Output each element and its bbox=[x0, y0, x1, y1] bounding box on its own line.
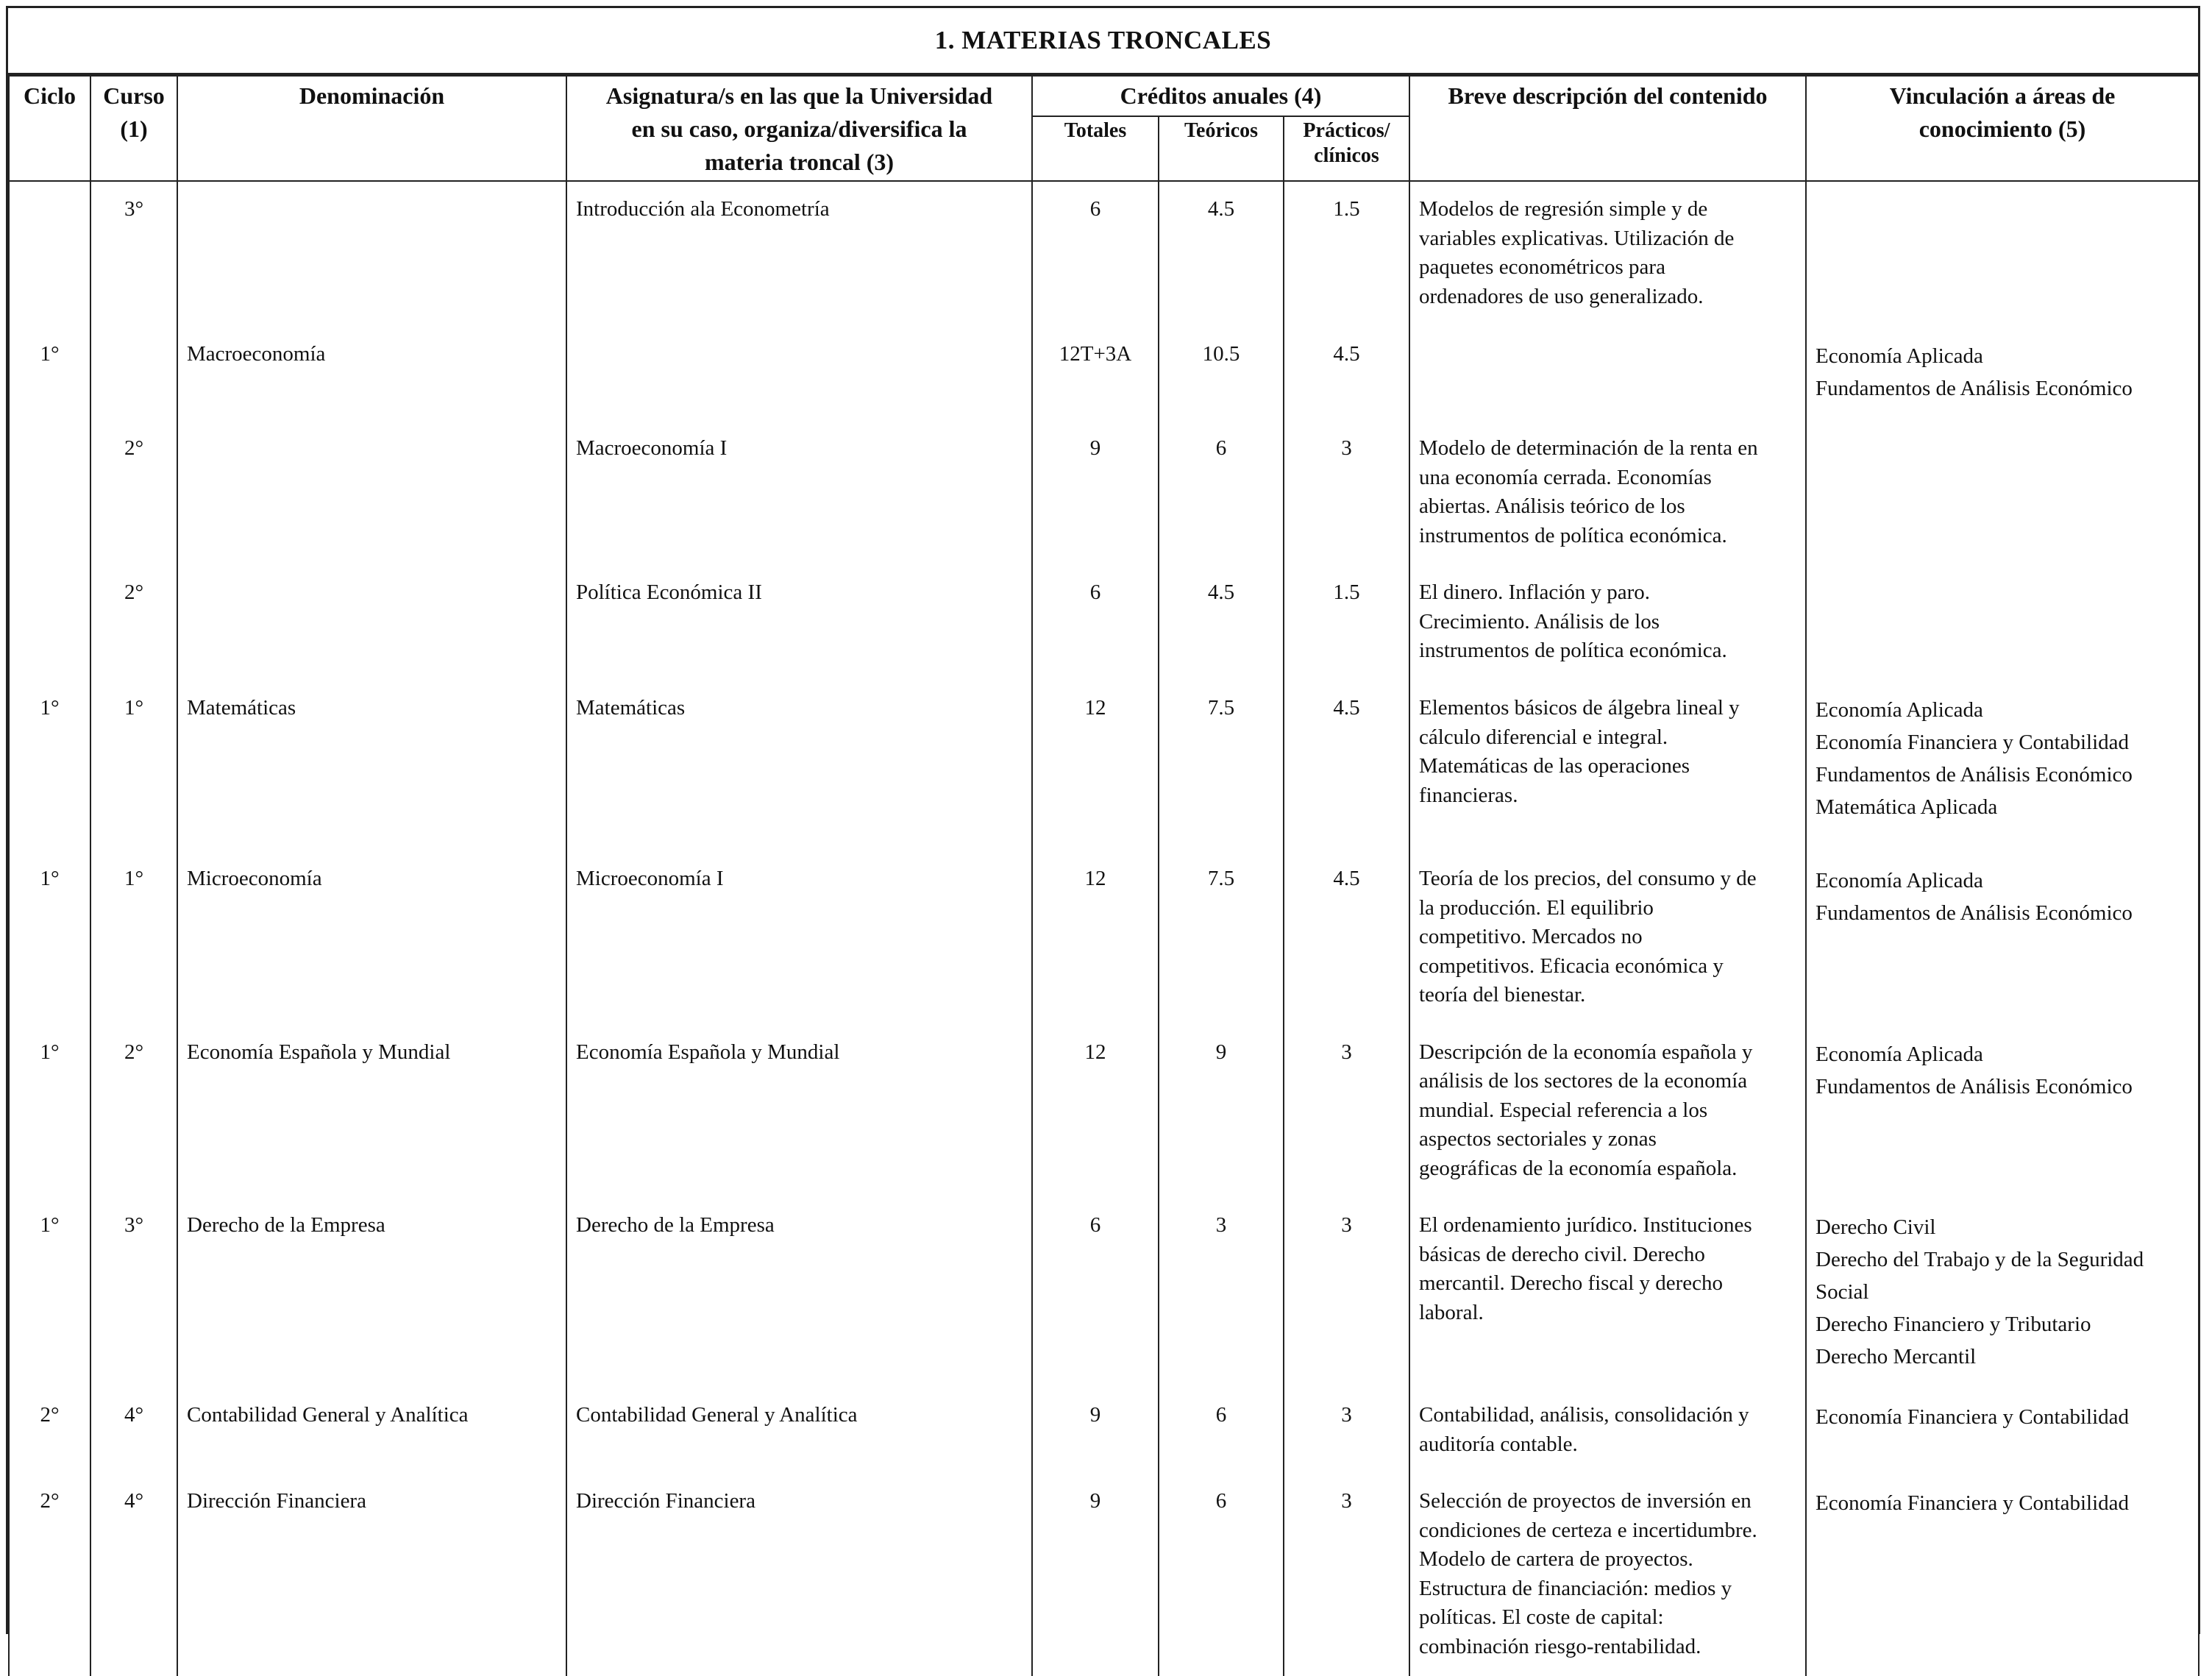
cell-descripcion bbox=[1409, 1388, 1806, 1474]
cell-ciclo bbox=[9, 421, 90, 565]
cell-areas-line: Fundamentos de Análisis Económico bbox=[1816, 763, 2133, 786]
cell-denominacion bbox=[177, 565, 566, 681]
cell-teoricos: 7.5 bbox=[1159, 681, 1284, 851]
table-body bbox=[9, 181, 2199, 1676]
cell-curso: 1° bbox=[90, 681, 177, 851]
cell-descripcion-line: aspectos sectoriales y zonas bbox=[1419, 1127, 1657, 1151]
cell-ciclo: 1° bbox=[9, 327, 90, 421]
cell-curso: 3° bbox=[90, 181, 177, 327]
cell-practicos: 1.5 bbox=[1284, 181, 1409, 327]
cell-practicos: 3 bbox=[1284, 1474, 1409, 1676]
cell-descripcion-line: Modelo de cartera de proyectos. bbox=[1419, 1547, 1693, 1571]
cell-descripcion-line: abiertas. Análisis teórico de los bbox=[1419, 494, 1685, 518]
cell-descripcion-line: combinación riesgo-rentabilidad. bbox=[1419, 1634, 1701, 1658]
cell-ciclo bbox=[9, 565, 90, 681]
cell-descripcion-line: una economía cerrada. Economías bbox=[1419, 465, 1712, 489]
cell-asignatura: Economía Española y Mundial bbox=[566, 1025, 1032, 1199]
cell-areas bbox=[1806, 565, 2199, 681]
cell-teoricos: 4.5 bbox=[1159, 181, 1284, 327]
col-header-vinculacion-line: conocimiento (5) bbox=[1918, 116, 2086, 142]
document-page bbox=[6, 6, 2200, 1658]
cell-descripcion-line: Matemáticas de las operaciones bbox=[1419, 754, 1690, 778]
cell-areas-line: Economía Aplicada bbox=[1816, 344, 1983, 368]
cell-areas bbox=[1806, 421, 2199, 565]
table-row bbox=[9, 421, 2199, 565]
col-header-asignatura bbox=[566, 76, 1032, 181]
cell-denominacion: Macroeconomía bbox=[177, 327, 566, 421]
cell-descripcion-line: competitivo. Mercados no bbox=[1419, 925, 1643, 948]
cell-areas bbox=[1806, 1198, 2199, 1388]
cell-descripcion-line: instrumentos de política económica. bbox=[1419, 523, 1727, 547]
cell-asignatura: Introducción ala Econometría bbox=[566, 181, 1032, 327]
cell-descripcion-line: mercantil. Derecho fiscal y derecho bbox=[1419, 1271, 1724, 1295]
col-header-creditos: Créditos anuales (4) bbox=[1032, 76, 1409, 116]
cell-areas-line: Derecho del Trabajo y de la Seguridad bbox=[1816, 1248, 2144, 1271]
cell-descripcion-line: Modelos de regresión simple y de bbox=[1419, 197, 1708, 221]
cell-descripcion bbox=[1409, 327, 1806, 421]
cell-areas-line: Social bbox=[1816, 1280, 1869, 1304]
col-header-asignatura-line: materia troncal (3) bbox=[704, 149, 895, 175]
cell-practicos: 3 bbox=[1284, 421, 1409, 565]
cell-descripcion-line: básicas de derecho civil. Derecho bbox=[1419, 1242, 1705, 1266]
cell-totales: 9 bbox=[1032, 1388, 1159, 1474]
cell-descripcion-line: Estructura de financiación: medios y bbox=[1419, 1576, 1732, 1600]
cell-descripcion bbox=[1409, 421, 1806, 565]
cell-areas-line: Economía Financiera y Contabilidad bbox=[1816, 731, 2130, 754]
cell-curso: 3° bbox=[90, 1198, 177, 1388]
col-header-ciclo: Ciclo bbox=[9, 76, 90, 181]
cell-teoricos: 7.5 bbox=[1159, 851, 1284, 1025]
col-header-asignatura-line: Asignatura/s en las que la Universidad bbox=[605, 82, 993, 109]
cell-areas-line: Matemática Aplicada bbox=[1816, 795, 1998, 819]
cell-areas bbox=[1806, 1025, 2199, 1199]
cell-descripcion-line: políticas. El coste de capital: bbox=[1419, 1605, 1664, 1629]
col-header-denominacion: Denominación bbox=[177, 76, 566, 181]
table-row bbox=[9, 1198, 2199, 1388]
cell-areas bbox=[1806, 681, 2199, 851]
table-row bbox=[9, 681, 2199, 851]
cell-denominacion: Derecho de la Empresa bbox=[177, 1198, 566, 1388]
cell-practicos: 3 bbox=[1284, 1025, 1409, 1199]
cell-areas-line: Fundamentos de Análisis Económico bbox=[1816, 1074, 2133, 1098]
table-row bbox=[9, 565, 2199, 681]
cell-areas-line: Economía Aplicada bbox=[1816, 869, 1983, 892]
cell-totales: 12 bbox=[1032, 1025, 1159, 1199]
cell-curso: 2° bbox=[90, 1025, 177, 1199]
col-header-practicos-line: clínicos bbox=[1314, 144, 1379, 168]
cell-ciclo: 1° bbox=[9, 1198, 90, 1388]
cell-asignatura: Política Económica II bbox=[566, 565, 1032, 681]
col-header-teoricos: Teóricos bbox=[1159, 116, 1284, 181]
col-header-vinculacion bbox=[1806, 76, 2199, 181]
materias-table bbox=[8, 75, 2199, 1676]
cell-descripcion-line: paquetes econométricos para bbox=[1419, 255, 1665, 279]
cell-practicos: 1.5 bbox=[1284, 565, 1409, 681]
cell-totales: 6 bbox=[1032, 1198, 1159, 1388]
cell-ciclo: 2° bbox=[9, 1474, 90, 1676]
cell-areas bbox=[1806, 181, 2199, 327]
table-row bbox=[9, 1388, 2199, 1474]
col-header-vinculacion-line: Vinculación a áreas de bbox=[1889, 82, 2116, 109]
cell-teoricos: 6 bbox=[1159, 421, 1284, 565]
cell-descripcion bbox=[1409, 681, 1806, 851]
cell-ciclo: 1° bbox=[9, 681, 90, 851]
table-row bbox=[9, 1025, 2199, 1199]
cell-denominacion: Economía Española y Mundial bbox=[177, 1025, 566, 1199]
cell-denominacion: Dirección Financiera bbox=[177, 1474, 566, 1676]
cell-practicos: 4.5 bbox=[1284, 327, 1409, 421]
cell-descripcion-line: competitivos. Eficacia económica y bbox=[1419, 954, 1724, 978]
cell-areas-line: Derecho Mercantil bbox=[1816, 1345, 1977, 1368]
cell-descripcion-line: El ordenamiento jurídico. Instituciones bbox=[1419, 1213, 1752, 1237]
cell-areas bbox=[1806, 1474, 2199, 1676]
col-header-practicos-line: Prácticos/ bbox=[1303, 119, 1390, 143]
cell-asignatura: Contabilidad General y Analítica bbox=[566, 1388, 1032, 1474]
cell-curso: 2° bbox=[90, 421, 177, 565]
cell-areas bbox=[1806, 1388, 2199, 1474]
cell-descripcion-line: El dinero. Inflación y paro. bbox=[1419, 580, 1651, 604]
cell-curso: 4° bbox=[90, 1474, 177, 1676]
cell-curso bbox=[90, 327, 177, 421]
cell-teoricos: 3 bbox=[1159, 1198, 1284, 1388]
col-header-totales: Totales bbox=[1032, 116, 1159, 181]
cell-teoricos: 4.5 bbox=[1159, 565, 1284, 681]
cell-descripcion bbox=[1409, 1198, 1806, 1388]
cell-totales: 6 bbox=[1032, 181, 1159, 327]
cell-denominacion bbox=[177, 181, 566, 327]
cell-denominacion: Microeconomía bbox=[177, 851, 566, 1025]
cell-practicos: 4.5 bbox=[1284, 681, 1409, 851]
cell-descripcion-line: auditoría contable. bbox=[1419, 1432, 1578, 1456]
cell-areas bbox=[1806, 327, 2199, 421]
cell-teoricos: 6 bbox=[1159, 1474, 1284, 1676]
cell-totales: 12 bbox=[1032, 851, 1159, 1025]
cell-asignatura: Macroeconomía I bbox=[566, 421, 1032, 565]
cell-descripcion-line: variables explicativas. Utilización de bbox=[1419, 226, 1735, 250]
cell-ciclo: 1° bbox=[9, 1025, 90, 1199]
cell-descripcion-line: Descripción de la economía española y bbox=[1419, 1040, 1753, 1064]
cell-descripcion-line: mundial. Especial referencia a los bbox=[1419, 1098, 1708, 1122]
table-row bbox=[9, 851, 2199, 1025]
cell-ciclo: 1° bbox=[9, 851, 90, 1025]
cell-asignatura: Derecho de la Empresa bbox=[566, 1198, 1032, 1388]
cell-descripcion bbox=[1409, 851, 1806, 1025]
cell-practicos: 3 bbox=[1284, 1388, 1409, 1474]
cell-descripcion bbox=[1409, 1474, 1806, 1676]
cell-totales: 12 bbox=[1032, 681, 1159, 851]
cell-descripcion-line: análisis de los sectores de la economía bbox=[1419, 1069, 1748, 1093]
cell-ciclo bbox=[9, 181, 90, 327]
cell-descripcion-line: Elementos básicos de álgebra lineal y bbox=[1419, 696, 1740, 720]
cell-descripcion-line: Teoría de los precios, del consumo y de bbox=[1419, 867, 1757, 890]
cell-areas-line: Economía Aplicada bbox=[1816, 1042, 1983, 1066]
cell-areas-line: Economía Financiera y Contabilidad bbox=[1816, 1405, 2130, 1429]
cell-areas-line: Fundamentos de Análisis Económico bbox=[1816, 901, 2133, 925]
cell-denominacion bbox=[177, 421, 566, 565]
table-row bbox=[9, 327, 2199, 421]
cell-descripcion-line: laboral. bbox=[1419, 1300, 1484, 1324]
cell-descripcion bbox=[1409, 181, 1806, 327]
cell-areas bbox=[1806, 851, 2199, 1025]
cell-asignatura: Microeconomía I bbox=[566, 851, 1032, 1025]
col-header-practicos bbox=[1284, 116, 1409, 181]
cell-asignatura bbox=[566, 327, 1032, 421]
cell-asignatura: Matemáticas bbox=[566, 681, 1032, 851]
cell-descripcion-line: Contabilidad, análisis, consolidación y bbox=[1419, 1403, 1749, 1427]
cell-teoricos: 6 bbox=[1159, 1388, 1284, 1474]
cell-descripcion-line: cálculo diferencial e integral. bbox=[1419, 725, 1668, 749]
cell-curso: 1° bbox=[90, 851, 177, 1025]
cell-descripcion-line: financieras. bbox=[1419, 783, 1518, 807]
cell-descripcion-line: geográficas de la economía española. bbox=[1419, 1156, 1738, 1180]
cell-denominacion: Matemáticas bbox=[177, 681, 566, 851]
cell-descripcion-line: teoría del bienestar. bbox=[1419, 983, 1586, 1006]
col-header-curso-line: (1) bbox=[120, 116, 148, 142]
cell-descripcion bbox=[1409, 565, 1806, 681]
cell-descripcion-line: la producción. El equilibrio bbox=[1419, 895, 1654, 920]
cell-areas-line: Economía Aplicada bbox=[1816, 698, 1983, 722]
cell-areas-line: Fundamentos de Análisis Económico bbox=[1816, 377, 2133, 400]
cell-descripcion-line: Selección de proyectos de inversión en bbox=[1419, 1489, 1752, 1513]
cell-practicos: 4.5 bbox=[1284, 851, 1409, 1025]
cell-denominacion: Contabilidad General y Analítica bbox=[177, 1388, 566, 1474]
cell-descripcion-line: instrumentos de política económica. bbox=[1419, 639, 1727, 662]
cell-totales: 9 bbox=[1032, 1474, 1159, 1676]
col-header-curso-line: Curso bbox=[103, 82, 165, 109]
table-row bbox=[9, 181, 2199, 327]
cell-practicos: 3 bbox=[1284, 1198, 1409, 1388]
cell-areas-line: Economía Financiera y Contabilidad bbox=[1816, 1491, 2130, 1515]
cell-descripcion-line: Crecimiento. Análisis de los bbox=[1419, 609, 1660, 633]
cell-totales: 9 bbox=[1032, 421, 1159, 565]
cell-ciclo: 2° bbox=[9, 1388, 90, 1474]
cell-curso: 2° bbox=[90, 565, 177, 681]
cell-descripcion-line: condiciones de certeza e incertidumbre. bbox=[1419, 1518, 1757, 1542]
cell-areas-line: Derecho Financiero y Tributario bbox=[1816, 1313, 2091, 1336]
cell-curso: 4° bbox=[90, 1388, 177, 1474]
cell-descripcion bbox=[1409, 1025, 1806, 1199]
cell-totales: 6 bbox=[1032, 565, 1159, 681]
page-title: 1. MATERIAS TRONCALES bbox=[8, 8, 2198, 75]
cell-areas-line: Derecho Civil bbox=[1816, 1215, 1936, 1239]
col-header-curso bbox=[90, 76, 177, 181]
header-row bbox=[9, 76, 2199, 116]
cell-teoricos: 10.5 bbox=[1159, 327, 1284, 421]
cell-totales: 12T+3A bbox=[1032, 327, 1159, 421]
cell-asignatura: Dirección Financiera bbox=[566, 1474, 1032, 1676]
cell-descripcion-line: ordenadores de uso generalizado. bbox=[1419, 284, 1704, 308]
col-header-descripcion: Breve descripción del contenido bbox=[1409, 76, 1806, 181]
cell-teoricos: 9 bbox=[1159, 1025, 1284, 1199]
col-header-asignatura-line: en su caso, organiza/diversifica la bbox=[631, 116, 967, 142]
table-row bbox=[9, 1474, 2199, 1676]
cell-descripcion-line: Modelo de determinación de la renta en bbox=[1419, 436, 1758, 460]
